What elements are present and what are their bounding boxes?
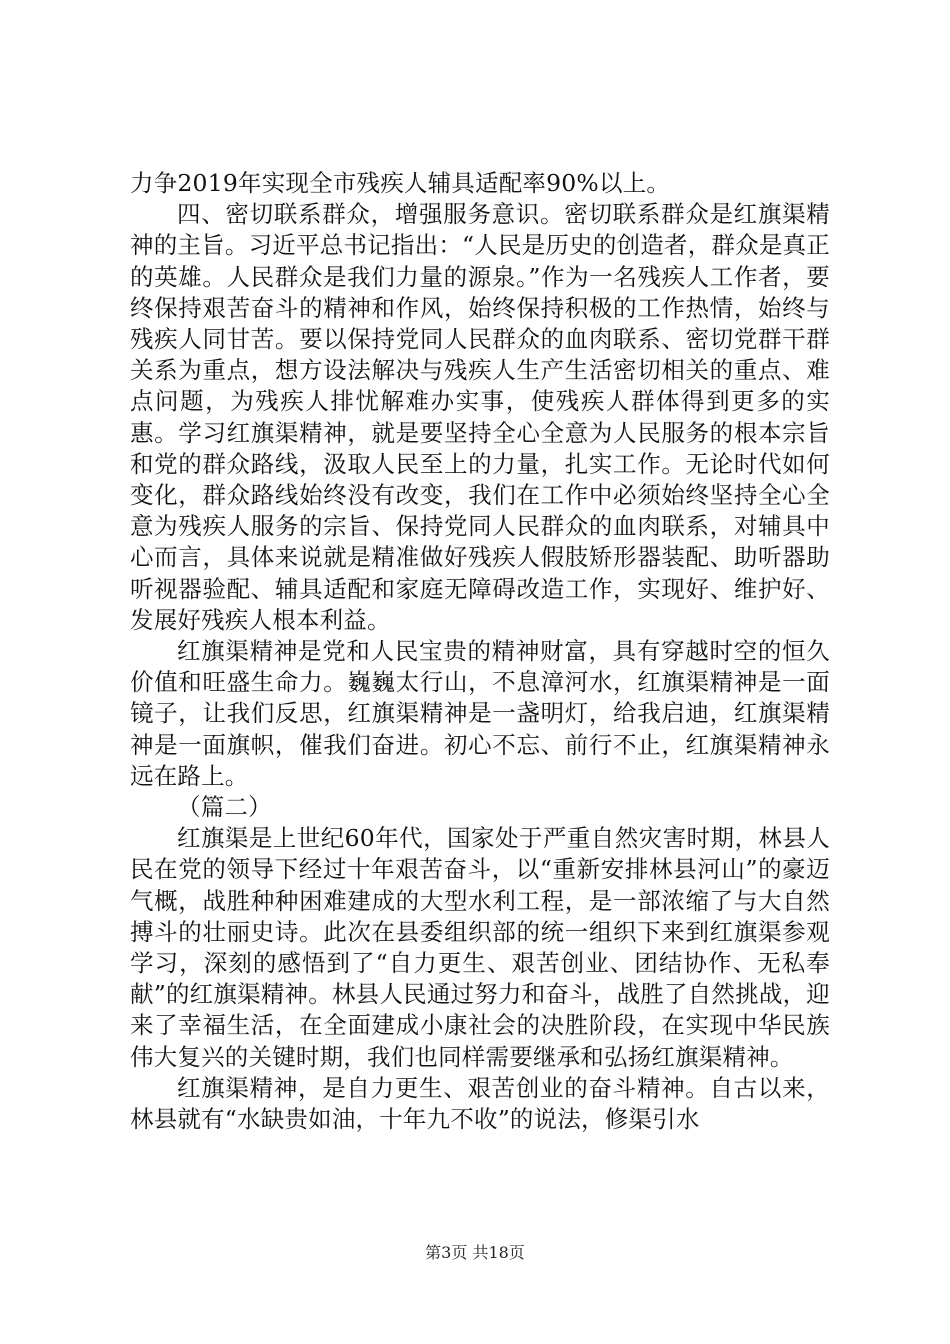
paragraph-1: 力争2019年实现全市残疾人辅具适配率90%以上。 <box>130 169 671 197</box>
paragraph-4: 红旗渠是上世纪60年代，国家处于严重自然灾害时期，林县人民在党的领导下经过十年艰苦奋斗，以“重新安排林县河山”的豪迈气概，战胜种种困难建成的大型水利工程，是一部浓缩了与大自然搏斗的壮丽史诗。此次在县委组织部的统一组织下来到红旗渠参观学习，深刻的感悟到了“自力更生、艰苦创业、团结协作、无私奉献”的红旗渠精神。林县人民通过努力和奋斗，战胜了自然挑战，迎来了幸福生活，在全面建成小康社会的决胜阶段，在实现中华民族伟大复兴的关键时期，我们也同样需要继承和弘扬红旗渠精神。 <box>130 824 830 1071</box>
page-footer <box>0 1243 950 1263</box>
paragraph-3: 红旗渠精神是党和人民宝贵的精神财富，具有穿越时空的恒久价值和旺盛生命力。巍巍太行山，不息漳河水，红旗渠精神是一面镜子，让我们反思，红旗渠精神是一盏明灯，给我启迪，红旗渠精神是一面旗帜，催我们奋进。初心不忘、前行不止，红旗渠精神永远在路上。 <box>130 637 830 790</box>
page-number: 第3页 共18页 <box>425 1243 525 1262</box>
section-heading: （篇二） <box>177 793 272 822</box>
paragraph-2: 四、密切联系群众，增强服务意识。密切联系群众是红旗渠精神的主旨。习近平总书记指出：“人民是历史的创造者，群众是真正的英雄。人民群众是我们力量的源泉。”作为一名残疾人工作者，要终保持艰苦奋斗的精神和作风，始终保持积极的工作热情，始终与残疾人同甘苦。要以保持党同人民群众的血肉联系、密切党群干群关系为重点，想方设法解决与残疾人生产生活密切相关的重点、难点问题，为残疾人排忧解难办实事，使残疾人群体得到更多的实惠。学习红旗渠精神，就是要坚持全心全意为人民服务的根本宗旨和党的群众路线，汲取人民至上的力量，扎实工作。无论时代如何变化，群众路线始终没有改变，我们在工作中必须始终坚持全心全意为残疾人服务的宗旨、保持党同人民群众的血肉联系，对辅具中心而言，具体来说就是精准做好残疾人假肢矫形器装配、助听器助听视器验配、辅具适配和家庭无障碍改造工作，实现好、维护好、发展好残疾人根本利益。 <box>130 200 830 634</box>
paragraph-5: 红旗渠精神，是自力更生、艰苦创业的奋斗精神。自古以来，林县就有“水缺贵如油，十年九不收”的说法，修渠引水 <box>130 1073 830 1134</box>
document-body <box>130 168 830 1135</box>
